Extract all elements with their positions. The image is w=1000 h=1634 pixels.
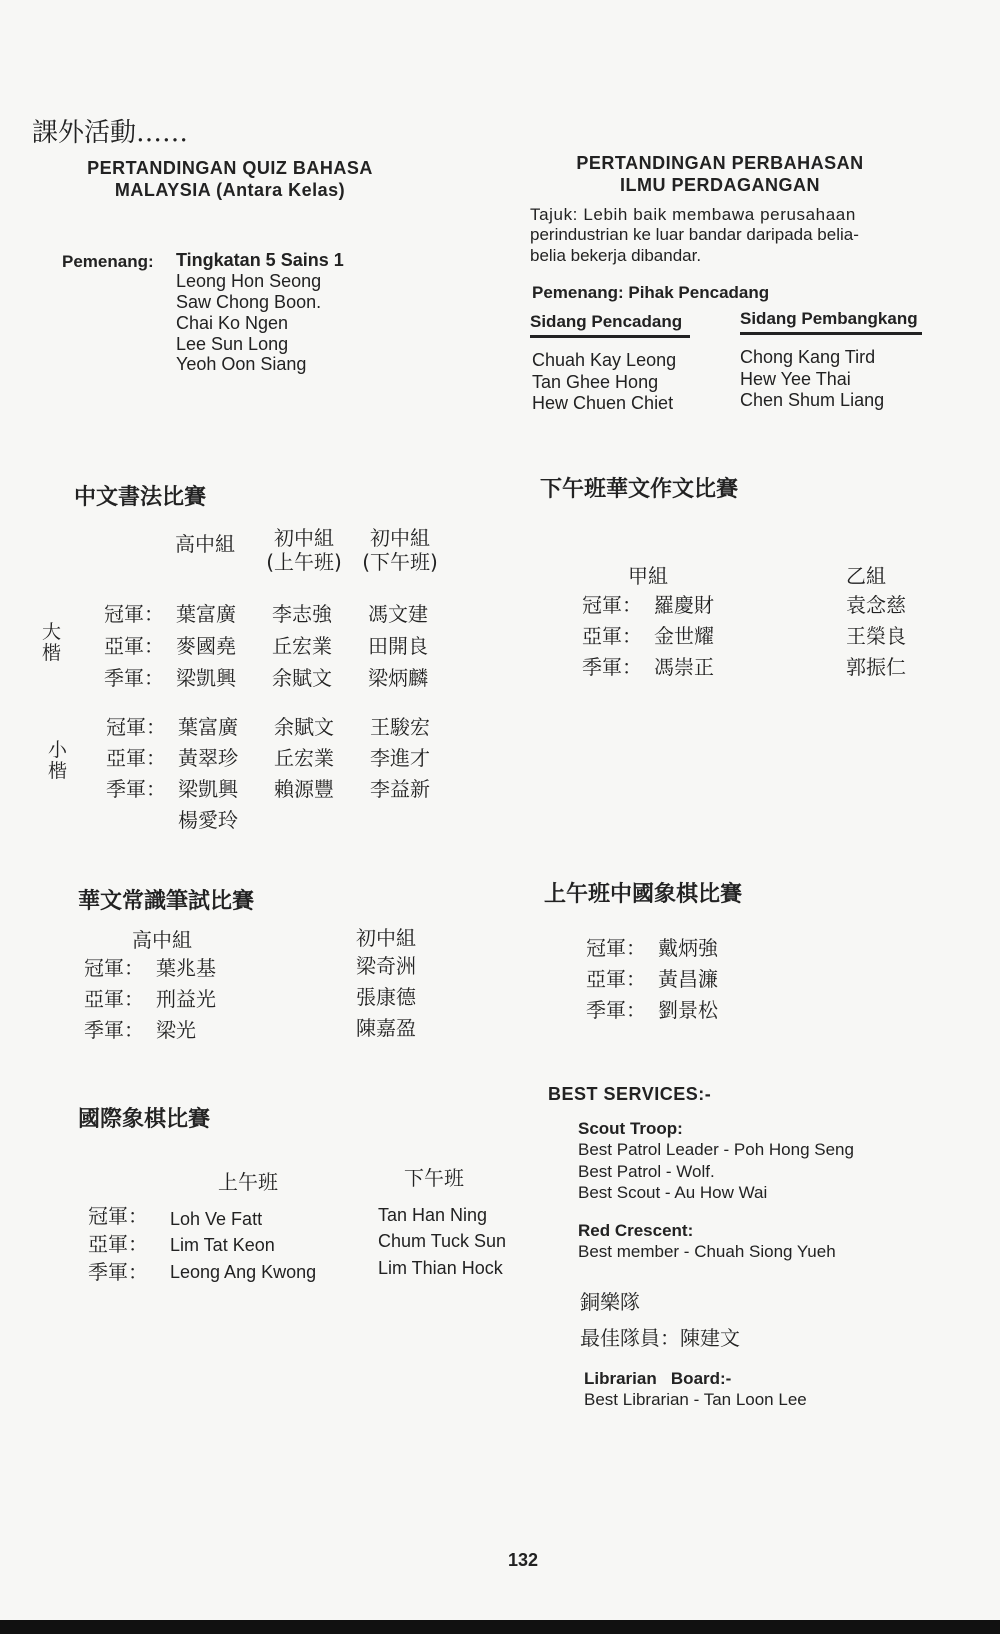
winner-name: 馮文建 <box>368 602 428 626</box>
service-line: Best Librarian - Tan Loon Lee <box>584 1390 807 1410</box>
winner-name: 丘宏業 <box>272 634 332 658</box>
winner-name: Lim Thian Hock <box>378 1257 503 1278</box>
chess-afternoon-winners <box>378 1202 506 1281</box>
rank-label: 季軍： <box>586 998 646 1022</box>
winner-name: 余賦文 <box>272 666 332 690</box>
winner-name: 戴炳強 <box>658 936 718 960</box>
librarian-title: Librarian Board:- <box>584 1369 732 1388</box>
chess-morning-winners <box>170 1206 316 1285</box>
debater-name: Hew Yee Thai <box>740 368 851 389</box>
rank-label: 冠軍： <box>582 593 642 617</box>
winner-name: 黃翠珍 <box>178 746 238 770</box>
rank-label: 冠軍： <box>104 602 164 626</box>
winner-name: 李志強 <box>272 602 332 626</box>
winner-name: 梁光 <box>156 1018 196 1042</box>
winner-name: 余賦文 <box>274 715 334 739</box>
big-label-char: 大 <box>42 621 62 643</box>
calligraphy-small-senior <box>178 712 238 836</box>
debate-title <box>530 153 910 196</box>
calligraphy-col2-line2: (上午班) <box>266 550 342 574</box>
winner-name: Leong Ang Kwong <box>170 1261 317 1282</box>
xiangqi-winners <box>658 933 718 1026</box>
rank-label: 冠軍： <box>84 956 144 980</box>
calligraphy-col3-line2: (下午班) <box>362 550 438 574</box>
calligraphy-col-junior-pm <box>350 526 450 574</box>
debate-title-line1: PERTANDINGAN PERBAHASAN <box>576 153 864 173</box>
winner-name: 王榮良 <box>846 624 906 648</box>
quiz-member: Leong Hon Seong <box>176 270 322 291</box>
calligraphy-title: 中文書法比賽 <box>74 485 207 510</box>
small-label-char: 楷 <box>48 759 68 782</box>
quiz-member: Chai Ko Ngen <box>176 312 289 333</box>
essay-group-a-winners <box>654 590 714 683</box>
winner-name: 葉富廣 <box>176 602 236 626</box>
winner-name: 賴源豐 <box>274 777 334 801</box>
winner-name: 羅慶財 <box>654 593 714 617</box>
rank-label: 季軍： <box>88 1260 148 1284</box>
calligraphy-col-senior: 高中組 <box>175 532 235 556</box>
knowledge-junior-winners <box>356 951 416 1044</box>
quiz-title-line1: PERTANDINGAN QUIZ BAHASA <box>87 158 373 178</box>
debate-topic-line1: Tajuk: Lebih baik membawa perusahaan <box>530 205 856 224</box>
winner-name: 李益新 <box>370 777 430 801</box>
winner-name: 陳嘉盈 <box>356 1016 416 1040</box>
winner-name: Tan Han Ning <box>378 1205 488 1225</box>
chess-afternoon-label: 下午班 <box>404 1166 464 1190</box>
calligraphy-big-junior-pm <box>368 598 428 694</box>
quiz-member: Yeoh Oon Siang <box>176 354 307 375</box>
winner-name: 金世耀 <box>654 624 714 648</box>
chess-morning-label: 上午班 <box>218 1170 278 1194</box>
rank-label: 季軍： <box>84 1018 144 1042</box>
winner-name: 郭振仁 <box>846 655 906 679</box>
small-label-char: 小 <box>48 739 68 761</box>
winner-name: 梁凱興 <box>176 666 236 690</box>
rank-label: 亞軍： <box>582 624 642 648</box>
debater-name: Hew Chuen Chiet <box>532 393 674 414</box>
debater-name: Tan Ghee Hong <box>532 371 659 392</box>
quiz-class-name: Tingkatan 5 Sains 1 <box>176 250 344 270</box>
rank-label: 亞軍： <box>84 987 144 1011</box>
calligraphy-small-junior-pm <box>370 712 430 805</box>
debate-topic-line2: perindustrian ke luar bandar daripada belia- <box>530 225 859 245</box>
services-band-line: 最佳隊員：陳建文 <box>580 1326 740 1350</box>
winner-name: 楊愛玲 <box>178 808 238 832</box>
winner-name: 丘宏業 <box>274 746 334 770</box>
essay-ranks <box>582 590 642 683</box>
winner-name: 梁炳麟 <box>368 666 428 690</box>
chess-ranks <box>88 1202 148 1286</box>
calligraphy-big-ranks <box>104 598 164 694</box>
quiz-winner-list <box>176 250 344 375</box>
calligraphy-big-junior-am <box>272 598 332 694</box>
knowledge-senior-winners <box>156 953 216 1046</box>
winner-name: 刑益光 <box>156 987 216 1011</box>
xiangqi-title: 上午班中國象棋比賽 <box>544 882 743 907</box>
debate-side-against-list <box>740 347 884 412</box>
winner-name: 田開良 <box>368 634 428 658</box>
rank-label: 冠軍： <box>88 1204 148 1228</box>
winner-name: 黃昌濂 <box>658 967 718 991</box>
rank-label: 冠軍： <box>586 936 646 960</box>
essay-group-a: 甲組 <box>628 564 668 588</box>
debate-side-for-list <box>532 350 676 415</box>
service-line: Best Patrol Leader - Poh Hong Seng <box>578 1140 854 1160</box>
debate-topic-line3: belia bekerja dibandar. <box>530 245 702 265</box>
quiz-winner-label: Pemenang: <box>62 252 154 271</box>
winner-name: 葉富廣 <box>178 715 238 739</box>
calligraphy-col2-line1: 初中組 <box>274 526 334 550</box>
knowledge-senior-label: 高中組 <box>132 928 192 952</box>
winner-name: 梁凱興 <box>178 777 238 801</box>
debater-name: Chen Shum Liang <box>740 390 885 411</box>
quiz-title <box>60 158 400 201</box>
knowledge-title: 華文常識筆試比賽 <box>78 889 255 914</box>
quiz-title-line2: MALAYSIA (Antara Kelas) <box>114 179 346 200</box>
winner-name: 劉景松 <box>658 998 718 1022</box>
winner-name: Lim Tat Keon <box>170 1235 275 1256</box>
calligraphy-col-junior-am <box>254 526 354 574</box>
essay-group-b-winners <box>846 590 906 683</box>
knowledge-junior-label: 初中組 <box>356 926 416 950</box>
service-line: Best member - Chuah Siong Yueh <box>578 1242 836 1262</box>
rank-label: 季軍： <box>106 777 166 801</box>
rank-label: 亞軍： <box>104 634 164 658</box>
debate-title-line2: ILMU PERDAGANGAN <box>620 174 820 195</box>
page-number: 132 <box>508 1550 539 1570</box>
scout-title: Scout Troop: <box>578 1119 683 1138</box>
debate-winner: Pemenang: Pihak Pencadang <box>532 283 770 302</box>
services-title: BEST SERVICES:- <box>548 1084 712 1104</box>
section-header: 課外活動…… <box>32 118 189 148</box>
services-red-crescent <box>578 1220 836 1263</box>
chess-title: 國際象棋比賽 <box>78 1107 211 1132</box>
debate-topic <box>530 205 920 266</box>
services-band-title: 銅樂隊 <box>580 1290 640 1314</box>
calligraphy-small-label <box>48 740 67 782</box>
rank-label: 亞軍： <box>88 1232 148 1256</box>
calligraphy-big-label <box>42 622 61 664</box>
calligraphy-small-junior-am <box>274 712 334 805</box>
xiangqi-ranks <box>586 933 646 1026</box>
winner-name: 馮崇正 <box>654 655 714 679</box>
big-label-char: 楷 <box>42 641 62 664</box>
scan-edge <box>0 1620 1000 1634</box>
essay-group-b: 乙組 <box>846 564 886 588</box>
winner-name: 麥國堯 <box>176 634 236 658</box>
calligraphy-big-senior <box>176 598 236 694</box>
calligraphy-small-ranks <box>106 712 166 805</box>
winner-name: 葉兆基 <box>156 956 216 980</box>
quiz-member: Lee Sun Long <box>176 333 289 354</box>
calligraphy-col3-line1: 初中組 <box>370 526 430 550</box>
red-crescent-title: Red Crescent: <box>578 1221 694 1240</box>
rank-label: 季軍： <box>582 655 642 679</box>
rank-label: 冠軍： <box>106 715 166 739</box>
rank-label: 亞軍： <box>586 967 646 991</box>
debater-name: Chong Kang Tird <box>740 347 876 367</box>
debater-name: Chuah Kay Leong <box>532 350 677 370</box>
service-line: Best Scout - Au How Wai <box>578 1182 768 1202</box>
winner-name: 王駿宏 <box>370 715 430 739</box>
service-line: Best Patrol - Wolf. <box>578 1161 715 1181</box>
winner-name: 袁念慈 <box>846 593 906 617</box>
rank-label: 亞軍： <box>106 746 166 770</box>
services-librarian <box>584 1368 807 1411</box>
debate-side-for-title: Sidang Pencadang <box>530 312 690 338</box>
winner-name: 梁奇洲 <box>356 954 416 978</box>
winner-name: 李進才 <box>370 746 430 770</box>
services-scout <box>578 1118 854 1203</box>
quiz-member: Saw Chong Boon. <box>176 291 322 312</box>
winner-name: Loh Ve Fatt <box>170 1209 263 1229</box>
winner-name: Chum Tuck Sun <box>378 1231 507 1252</box>
knowledge-ranks <box>84 953 144 1046</box>
essay-title: 下午班華文作文比賽 <box>540 477 739 502</box>
debate-side-against-title: Sidang Pembangkang <box>740 309 922 335</box>
winner-name: 張康德 <box>356 985 416 1009</box>
rank-label: 季軍： <box>104 666 164 690</box>
